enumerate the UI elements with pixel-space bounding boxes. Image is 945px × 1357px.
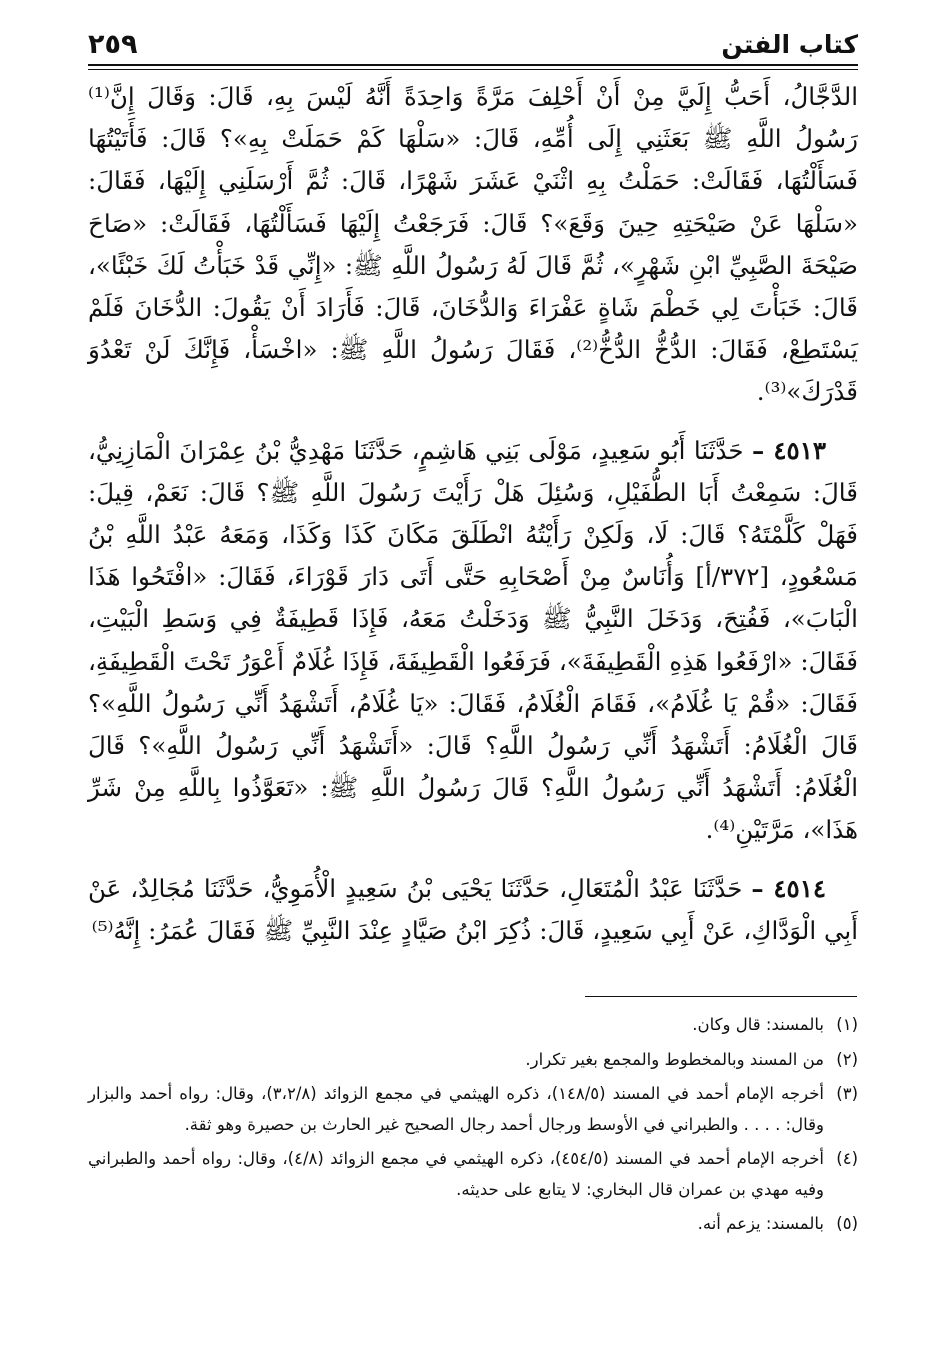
footnote	[88, 1045, 858, 1076]
header-rule	[88, 64, 858, 66]
continued-paragraph: الدَّجَّالُ، أَحَبُّ إِلَيَّ مِنْ أَنْ أَحْلِفَ مَرَّةً وَاحِدَةً أَنَّهُ لَيْسَ بِهِ، قَالَ: وَقَالَ إِنَّ⁽¹⁾ رَسُولُ اللَّهِ ﷺ بَعَثَنِي إِلَى أُمِّهِ، قَالَ: «سَلْهَا كَمْ حَمَلَتْ بِهِ»؟ قَالَ: فَأَتَيْتُهَا فَسَأَلْتُهَا، فَقَالَتْ: حَمَلْتُ بِهِ اثْنَيْ عَشَرَ شَهْرًا، قَالَ: ثُمَّ أَرْسَلَنِي إِلَيْهَا، فَقَالَ: «سَلْهَا عَنْ صَيْحَتِهِ حِينَ وَقَعَ»؟ قَالَ: فَرَجَعْتُ إِلَيْهَا فَسَأَلْتُهَا، فَقَالَتْ: «صَاحَ صَيْحَةَ الصَّبِيِّ ابْنِ شَهْرٍ»، ثُمَّ قَالَ لَهُ رَسُولُ اللَّهِ ﷺ: «إِنِّي قَدْ خَبَأْتُ لَكَ خَبْئًا»، قَالَ: خَبَأْتَ لِي خَطْمَ شَاةٍ عَفْرَاءَ وَالدُّخَانَ، قَالَ: فَأَرَادَ أَنْ يَقُولَ: الدُّخَانَ فَلَمْ يَسْتَطِعْ، فَقَالَ: الدُّخُّ الدُّخُّ⁽²⁾، فَقَالَ رَسُولُ اللَّهِ ﷺ: «اخْسَأْ، فَإِنَّكَ لَنْ تَعْدُوَ قَدْرَكَ»⁽³⁾.	[88, 82, 859, 407]
footnote-text: من المسند وبالمخطوط والمجمع بغير تكرار.	[525, 1049, 824, 1069]
hadith-4514	[88, 868, 858, 952]
footnote-text: بالمسند: يزعم أنه.	[697, 1214, 824, 1233]
footnote	[88, 1144, 858, 1205]
footnote-number: (٣)	[836, 1084, 858, 1103]
footnote	[88, 1209, 858, 1240]
hadith-number: ٤٥١٣ –	[751, 435, 827, 465]
footnote-text: أخرجه الإمام أحمد في المسند (٤٥٤/٥)، ذكره الهيثمي في مجمع الزوائد (٤/٨)، وقال: رواه أحمد والطبراني وفيه مهدي بن عمران قال البخاري: لا يتابع على حديثه.	[88, 1149, 824, 1199]
footnote	[88, 1010, 858, 1041]
footnote-number: (٥)	[836, 1214, 858, 1233]
book-title: كتاب الفتن	[721, 30, 858, 59]
header-rule-thin	[88, 69, 858, 70]
footnote-text: أخرجه الإمام أحمد في المسند (١٤٨/٥)، ذكره الهيثمي في مجمع الزوائد (٣،٢/٨)، وقال: رواه أحمد والبزار وقال: . . . . والطبراني في الأوسط ورجال أحمد رجال الصحيح غير الحارث بن حصيرة وهو ثقة.	[88, 1084, 824, 1134]
page-number: ٢٥٩	[88, 29, 138, 60]
main-text	[88, 76, 858, 952]
footnote-text: بالمسند: قال وكان.	[692, 1015, 824, 1034]
hadith-text: حَدَّثَنَا عَبْدُ الْمُتَعَالِ، حَدَّثَنَا يَحْيَى بْنُ سَعِيدٍ الْأُمَوِيُّ، حَدَّثَنَا مُجَالِدٌ، عَنْ أَبِي الْوَدَّاكِ، عَنْ أَبِي سَعِيدٍ، قَالَ: ذُكِرَ ابْنُ صَيَّادٍ عِنْدَ النَّبِيِّ ﷺ فَقَالَ عُمَرُ: إِنَّهُ⁽⁵⁾	[88, 873, 858, 945]
footnote-separator	[585, 996, 857, 997]
hadith-4513	[88, 430, 858, 852]
footnote-number: (٢)	[836, 1049, 858, 1069]
hadith-number: ٤٥١٤ –	[751, 873, 827, 903]
footnote-number: (١)	[836, 1015, 858, 1034]
footnotes	[88, 1010, 858, 1244]
footnote	[88, 1079, 858, 1140]
footnote-number: (٤)	[836, 1149, 858, 1168]
running-header	[88, 26, 858, 66]
hadith-text: حَدَّثَنَا أَبُو سَعِيدٍ، مَوْلَى بَنِي هَاشِمٍ، حَدَّثَنَا مَهْدِيُّ بْنُ عِمْرَانَ الْمَازِنِيُّ، قَالَ: سَمِعْتُ أَبَا الطُّفَيْلِ، وَسُئِلَ هَلْ رَأَيْتَ رَسُولَ اللَّهِ ﷺ؟ قَالَ: نَعَمْ، قِيلَ: فَهَلْ كَلَّمْتَهُ؟ قَالَ: لَا، وَلَكِنْ رَأَيْتُهُ انْطَلَقَ مَكَانَ كَذَا وَكَذَا، وَمَعَهُ عَبْدُ اللَّهِ بْنُ مَسْعُودٍ، [٣٧٢/أ] وَأُنَاسٌ مِنْ أَصْحَابِهِ حَتَّى أَتَى دَارَ قَوْرَاءَ، فَقَالَ: «افْتَحُوا هَذَا الْبَابَ»، فَفُتِحَ، وَدَخَلَ النَّبِيُّ ﷺ وَدَخَلْتُ مَعَهُ، فَإِذَا قَطِيفَةٌ فِي وَسَطِ الْبَيْتِ، فَقَالَ: «ارْفَعُوا هَذِهِ الْقَطِيفَةَ»، فَرَفَعُوا الْقَطِيفَةَ، فَإِذَا غُلَامٌ أَعْوَرُ تَحْتَ الْقَطِيفَةِ، فَقَالَ: «قُمْ يَا غُلَامُ»، فَقَامَ الْغُلَامُ، فَقَالَ: «يَا غُلَامُ، أَتَشْهَدُ أَنِّي رَسُولُ اللَّهِ»؟ قَالَ الْغُلَامُ: أَتَشْهَدُ أَنِّي رَسُولُ اللَّهِ؟ قَالَ: «أَتَشْهَدُ أَنِّي رَسُولُ اللَّهِ»؟ قَالَ الْغُلَامُ: أَتَشْهَدُ أَنِّي رَسُولُ اللَّهِ؟ قَالَ رَسُولُ اللَّهِ ﷺ: «تَعَوَّذُوا بِاللَّهِ مِنْ شَرِّ هَذَا»، مَرَّتَيْنِ⁽⁴⁾.	[88, 435, 859, 845]
